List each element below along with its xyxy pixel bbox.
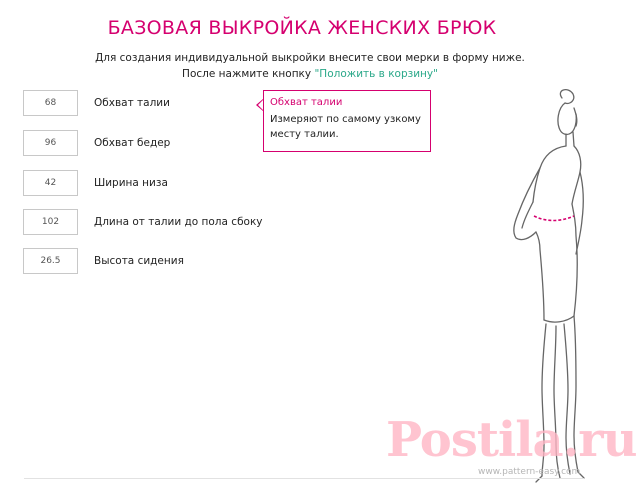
measurement-row-waist xyxy=(23,90,170,116)
site-url: www.pattern-easy.com xyxy=(478,467,581,477)
hem-width-input[interactable] xyxy=(23,170,78,196)
intro-text xyxy=(0,50,620,82)
page-title: БАЗОВАЯ ВЫКРОЙКА ЖЕНСКИХ БРЮК xyxy=(107,17,497,39)
tooltip-arrow xyxy=(256,99,263,111)
add-to-cart-link[interactable]: "Положить в корзину" xyxy=(314,68,438,80)
tooltip-title: Обхват талии xyxy=(270,97,343,108)
waist-girth-input[interactable] xyxy=(23,90,78,116)
seat-height-input[interactable] xyxy=(23,248,78,274)
measurement-row-hips xyxy=(23,130,170,156)
waist-girth-label: Обхват талии xyxy=(94,97,170,109)
measurement-row-hem xyxy=(23,170,168,196)
intro-line-2-prefix: После нажмите кнопку xyxy=(182,68,315,80)
measurement-row-length xyxy=(23,209,263,235)
measurement-row-rise xyxy=(23,248,184,274)
side-length-input[interactable] xyxy=(23,209,78,235)
postila-watermark: Postila.ru xyxy=(386,412,636,468)
side-length-label: Длина от талии до пола сбоку xyxy=(94,216,263,228)
intro-line-1: Для создания индивидуальной выкройки внесите свои мерки в форму ниже. xyxy=(95,52,525,64)
intro-line-2 xyxy=(0,66,620,82)
measurement-tooltip xyxy=(263,90,431,152)
seat-height-label: Высота сидения xyxy=(94,255,184,267)
hip-girth-label: Обхват бедер xyxy=(94,137,171,149)
hem-width-label: Ширина низа xyxy=(94,177,168,189)
tooltip-text: Измеряют по самому узкому месту талии. xyxy=(270,114,421,140)
bottom-divider xyxy=(24,478,584,479)
hip-girth-input[interactable] xyxy=(23,130,78,156)
